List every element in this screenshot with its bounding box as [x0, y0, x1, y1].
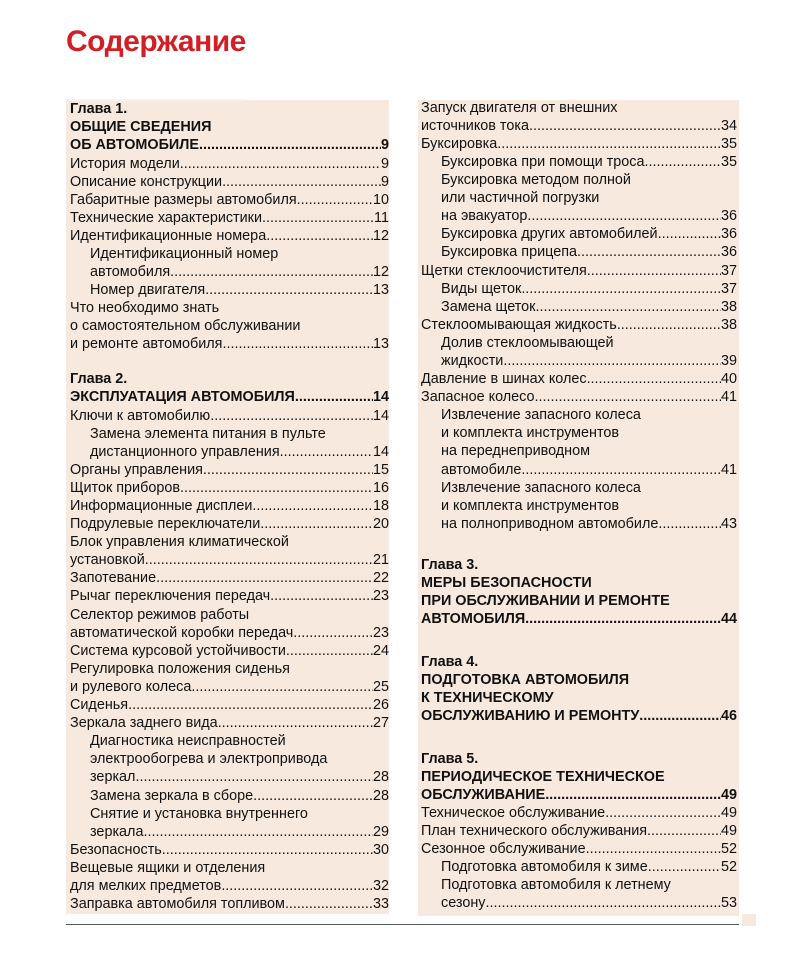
toc-page-number: 14	[372, 444, 389, 460]
toc-page-number: 37	[720, 281, 737, 297]
dot-leader	[647, 822, 721, 840]
toc-entry-title: Стеклоомывающая жидкость	[421, 317, 617, 333]
toc-entry-title: Долив стеклоомывающей	[441, 335, 614, 351]
toc-page-number: 44	[720, 611, 737, 627]
toc-entry	[70, 533, 389, 551]
toc-entry	[441, 171, 737, 189]
dot-leader	[156, 569, 373, 587]
toc-page-number: 14	[372, 389, 389, 405]
toc-entry	[441, 894, 737, 912]
toc-chapter-line	[70, 136, 389, 154]
toc-entry	[441, 207, 737, 225]
toc-entry-title: Глава 5.	[421, 751, 479, 767]
toc-chapter-line	[421, 556, 737, 574]
dot-leader	[586, 840, 721, 858]
toc-entry-title: Подготовка автомобиля к зиме	[441, 859, 648, 875]
toc-entry-title: Глава 3.	[421, 557, 479, 573]
toc-entry-title: на переднеприводном	[441, 443, 591, 459]
toc-entry-title: К ТЕХНИЧЕСКОМУ	[421, 690, 554, 706]
toc-entry	[70, 696, 389, 714]
toc-entry-title: Подготовка автомобиля к летнему	[441, 877, 671, 893]
dot-leader	[521, 280, 721, 298]
dot-leader	[199, 136, 381, 154]
toc-page-number: 28	[372, 769, 389, 785]
toc-entry	[70, 859, 389, 877]
toc-entry	[421, 135, 737, 153]
toc-page-number: 35	[720, 154, 737, 170]
toc-entry-title: Щиток приборов	[70, 480, 180, 496]
toc-page-number: 12	[372, 228, 389, 244]
toc-page-number: 26	[372, 697, 389, 713]
toc-page-number: 21	[372, 552, 389, 568]
toc-entry-title: Система курсовой устойчивости	[70, 643, 286, 659]
toc-page-number: 34	[720, 118, 737, 134]
toc-entry-title: Селектор режимов работы	[70, 607, 250, 623]
toc-entry	[441, 424, 737, 442]
toc-chapter-line	[421, 768, 737, 786]
toc-entry-title: План технического обслуживания	[421, 823, 648, 839]
toc-entry	[70, 877, 389, 895]
toc-entry	[441, 406, 737, 424]
toc-page-number: 23	[372, 625, 389, 641]
toc-chapter-line	[421, 653, 737, 671]
toc-entry	[421, 370, 737, 388]
toc-page-number: 46	[720, 708, 737, 724]
toc-entry-title: ЭКСПЛУАТАЦИЯ АВТОМОБИЛЯ	[70, 389, 295, 405]
toc-entry	[70, 515, 389, 533]
toc-entry-title: ОБ АВТОМОБИЛЕ	[70, 137, 199, 153]
toc-entry	[441, 352, 737, 370]
toc-entry-title: Запотевание	[70, 570, 157, 586]
dot-leader	[210, 407, 373, 425]
toc-chapter-line	[421, 574, 737, 592]
dot-leader	[221, 877, 373, 895]
toc-entry-title: Регулировка положения сиденья	[70, 661, 290, 677]
toc-entry	[70, 299, 389, 317]
toc-entry-title: Давление в шинах колес	[421, 371, 587, 387]
toc-page-number: 39	[720, 353, 737, 369]
dot-leader	[286, 642, 373, 660]
toc-entry-title: Буксировка прицепа	[441, 244, 577, 260]
toc-entry-title: Буксировка	[421, 136, 498, 152]
toc-entry-title: Что необходимо знать	[70, 300, 220, 316]
dot-leader	[644, 153, 721, 171]
toc-entry-title: Блок управления климатической	[70, 534, 289, 550]
toc-page-number: 16	[372, 480, 389, 496]
toc-entry-title: зеркал	[90, 769, 136, 785]
toc-page-number: 9	[380, 137, 389, 153]
toc-entry-title: или частичной погрузки	[441, 190, 600, 206]
toc-entry	[421, 822, 737, 840]
toc-entry-title: Ключи к автомобилю	[70, 408, 211, 424]
toc-entry-title: зеркала	[90, 824, 144, 840]
dot-leader	[205, 281, 373, 299]
dot-leader	[658, 515, 721, 533]
toc-page-number: 13	[372, 282, 389, 298]
dot-leader	[587, 370, 721, 388]
toc-entry	[441, 479, 737, 497]
toc-entry-title: ПОДГОТОВКА АВТОМОБИЛЯ	[421, 672, 630, 688]
toc-page-number: 9	[380, 174, 389, 190]
toc-entry	[421, 117, 737, 135]
dot-leader	[170, 263, 373, 281]
toc-entry-title: Глава 2.	[70, 371, 128, 387]
toc-page-number: 28	[372, 788, 389, 804]
dot-leader	[577, 243, 721, 261]
dot-leader	[218, 714, 373, 732]
dot-leader	[280, 443, 373, 461]
dot-leader	[285, 895, 373, 913]
toc-page-number: 24	[372, 643, 389, 659]
toc-entry	[441, 461, 737, 479]
toc-entry-title: жидкости	[441, 353, 504, 369]
toc-entry	[441, 280, 737, 298]
dot-leader	[535, 388, 721, 406]
toc-entry	[70, 642, 389, 660]
toc-page-number: 43	[720, 516, 737, 532]
toc-entry	[70, 660, 389, 678]
toc-entry	[70, 209, 389, 227]
toc-entry-title: ПРИ ОБСЛУЖИВАНИИ И РЕМОНТЕ	[421, 593, 670, 609]
toc-chapter-line	[70, 370, 389, 388]
toc-page-number: 49	[720, 787, 737, 803]
toc-entry	[70, 461, 389, 479]
toc-chapter-line	[421, 671, 737, 689]
toc-entry-title: Информационные дисплеи	[70, 498, 253, 514]
toc-page-number: 41	[720, 389, 737, 405]
toc-page-number: 29	[372, 824, 389, 840]
toc-entry	[70, 191, 389, 209]
toc-page-number: 37	[720, 263, 737, 279]
toc-page-number: 49	[720, 805, 737, 821]
toc-chapter-line	[421, 707, 737, 725]
toc-entry-title: ПЕРИОДИЧЕСКОЕ ТЕХНИЧЕСКОЕ	[421, 769, 665, 785]
toc-entry-title: Щетки стеклоочистителя	[421, 263, 587, 279]
toc-page-number: 18	[372, 498, 389, 514]
toc-entry-title: сезону	[441, 895, 486, 911]
toc-entry-title: Описание конструкции	[70, 174, 223, 190]
dot-leader	[262, 209, 374, 227]
toc-entry-title: Извлечение запасного колеса	[441, 480, 641, 496]
bottom-rule	[66, 924, 739, 925]
toc-entry	[70, 173, 389, 191]
dot-leader	[587, 262, 721, 280]
toc-entry-title: МЕРЫ БЕЗОПАСНОСТИ	[421, 575, 592, 591]
toc-entry-title: и комплекта инструментов	[441, 498, 620, 514]
toc-entry	[70, 317, 389, 335]
toc-chapter-line	[421, 592, 737, 610]
toc-entry	[70, 678, 389, 696]
dot-leader	[617, 316, 721, 334]
toc-entry-title: автоматической коробки передач	[70, 625, 294, 641]
toc-entry-title: Глава 4.	[421, 654, 479, 670]
dot-leader	[545, 786, 721, 804]
toc-entry	[421, 388, 737, 406]
toc-page-number: 9	[380, 156, 389, 172]
toc-page-number: 35	[720, 136, 737, 152]
toc-entry-title: Сиденья	[70, 697, 129, 713]
toc-entry	[70, 587, 389, 605]
toc-entry	[90, 443, 389, 461]
page-title: Содержание	[66, 25, 246, 58]
toc-page-number: 20	[372, 516, 389, 532]
toc-page-number: 36	[720, 208, 737, 224]
toc-entry-title: Диагностика неисправностей	[90, 733, 286, 749]
toc-chapter-line	[421, 610, 737, 628]
toc-entry-title: на полноприводном автомобиле	[441, 516, 659, 532]
toc-entry	[90, 823, 389, 841]
column-tail	[742, 914, 756, 926]
toc-entry	[441, 876, 737, 894]
dot-leader	[529, 117, 721, 135]
toc-entry	[90, 263, 389, 281]
dot-leader	[135, 768, 373, 786]
toc-entry	[70, 497, 389, 515]
toc-entry-title: История модели	[70, 156, 180, 172]
toc-entry-title: ОБСЛУЖИВАНИЕ	[421, 787, 546, 803]
dot-leader	[605, 804, 721, 822]
toc-entry	[421, 804, 737, 822]
dot-leader	[639, 707, 721, 725]
toc-entry-title: Идентификационный номер	[90, 246, 279, 262]
dot-leader	[497, 135, 721, 153]
toc-entry-title: АВТОМОБИЛЯ	[421, 611, 526, 627]
toc-entry	[441, 497, 737, 515]
toc-entry	[441, 515, 737, 533]
toc-entry	[421, 99, 737, 117]
toc-entry	[70, 479, 389, 497]
toc-page-number: 53	[720, 895, 737, 911]
toc-page-number: 41	[720, 462, 737, 478]
toc-entry	[441, 334, 737, 352]
dot-leader	[648, 858, 721, 876]
toc-entry	[441, 225, 737, 243]
dot-leader	[535, 298, 721, 316]
toc-page-number: 23	[372, 588, 389, 604]
toc-entry	[70, 714, 389, 732]
toc-entry	[90, 425, 389, 443]
toc-entry	[70, 335, 389, 353]
toc-entry	[90, 732, 389, 750]
toc-entry-title: Заправка автомобиля топливом	[70, 896, 285, 912]
toc-entry-title: Буксировка методом полной	[441, 172, 631, 188]
toc-entry-title: и ремонте автомобиля	[70, 336, 223, 352]
toc-chapter-line	[70, 118, 389, 136]
toc-chapter-line	[421, 689, 737, 707]
dot-leader	[521, 461, 721, 479]
toc-entry	[70, 551, 389, 569]
toc-entry-title: ОБСЛУЖИВАНИЮ И РЕМОНТУ	[421, 708, 640, 724]
toc-entry-title: Техническое обслуживание	[421, 805, 606, 821]
toc-entry-title: автомобиля	[90, 264, 171, 280]
toc-page-number: 38	[720, 299, 737, 315]
toc-entry-title: электрообогрева и электропривода	[90, 751, 328, 767]
toc-entry	[441, 153, 737, 171]
toc-entry-title: для мелких предметов	[70, 878, 222, 894]
toc-entry-title: Запасное колесо	[421, 389, 535, 405]
toc-entry	[90, 245, 389, 263]
toc-entry	[90, 805, 389, 823]
dot-leader	[297, 191, 373, 209]
toc-entry-title: Замена зеркала в сборе	[90, 788, 254, 804]
toc-entry-title: установкой	[70, 552, 145, 568]
toc-page-number: 36	[720, 226, 737, 242]
toc-entry	[441, 243, 737, 261]
toc-entry	[441, 298, 737, 316]
toc-entry-title: автомобиле	[441, 462, 522, 478]
toc-entry-title: Вещевые ящики и отделения	[70, 860, 266, 876]
toc-entry-title: Номер двигателя	[90, 282, 206, 298]
toc-entry-title: Замена щеток	[441, 299, 536, 315]
toc-entry	[421, 262, 737, 280]
dot-leader	[145, 551, 373, 569]
toc-entry-title: Рычаг переключения передач	[70, 588, 271, 604]
toc-entry-title: дистанционного управления	[90, 444, 280, 460]
dot-leader	[253, 787, 373, 805]
dot-leader	[180, 479, 373, 497]
toc-entry-title: Снятие и установка внутреннего	[90, 806, 308, 822]
toc-entry	[90, 750, 389, 768]
toc-entry	[441, 442, 737, 460]
toc-entry-title: Технические характеристики	[70, 210, 263, 226]
toc-page-number: 14	[372, 408, 389, 424]
toc-chapter-line	[70, 100, 389, 118]
toc-chapter-line	[421, 786, 737, 804]
dot-leader	[503, 352, 721, 370]
toc-page-number: 30	[372, 842, 389, 858]
toc-entry-title: Буксировка при помощи троса	[441, 154, 645, 170]
toc-entry-title: и комплекта инструментов	[441, 425, 620, 441]
dot-leader	[128, 696, 373, 714]
toc-entry-title: Габаритные размеры автомобиля	[70, 192, 297, 208]
toc-page-number: 52	[720, 841, 737, 857]
toc-entry-title: Извлечение запасного колеса	[441, 407, 641, 423]
toc-entry-title: Зеркала заднего вида	[70, 715, 218, 731]
toc-page-number: 15	[372, 462, 389, 478]
toc-entry	[70, 841, 389, 859]
toc-entry-title: ОБЩИЕ СВЕДЕНИЯ	[70, 119, 212, 135]
toc-page-number: 40	[720, 371, 737, 387]
toc-entry	[90, 281, 389, 299]
toc-entry	[70, 895, 389, 913]
toc-entry	[90, 787, 389, 805]
toc-page-number: 49	[720, 823, 737, 839]
toc-entry-title: источников тока	[421, 118, 529, 134]
toc-entry-title: Идентификационные номера	[70, 228, 267, 244]
dot-leader	[527, 207, 721, 225]
dot-leader	[252, 497, 373, 515]
toc-page-number: 27	[372, 715, 389, 731]
toc-entry-title: Органы управления	[70, 462, 203, 478]
toc-page-number: 25	[372, 679, 389, 695]
dot-leader	[293, 624, 373, 642]
toc-page-number: 10	[372, 192, 389, 208]
dot-leader	[485, 894, 721, 912]
toc-entry	[70, 606, 389, 624]
toc-entry-title: о самостоятельном обслуживании	[70, 318, 301, 334]
toc-page-number: 52	[720, 859, 737, 875]
dot-leader	[191, 678, 373, 696]
toc-chapter-line	[421, 750, 737, 768]
toc-entry	[90, 768, 389, 786]
toc-entry	[421, 840, 737, 858]
toc-page-number: 12	[372, 264, 389, 280]
toc-entry-title: и рулевого колеса	[70, 679, 192, 695]
toc-entry	[70, 624, 389, 642]
dot-leader	[270, 587, 373, 605]
dot-leader	[162, 841, 373, 859]
toc-entry-title: Подрулевые переключатели	[70, 516, 261, 532]
dot-leader	[266, 227, 373, 245]
toc-entry-title: Безопасность	[70, 842, 162, 858]
toc-page-number: 32	[372, 878, 389, 894]
toc-entry-title: Замена элемента питания в пульте	[90, 426, 326, 442]
dot-leader	[180, 155, 381, 173]
toc-entry	[70, 407, 389, 425]
toc-page-number: 13	[372, 336, 389, 352]
toc-page-number: 22	[372, 570, 389, 586]
toc-page-number: 38	[720, 317, 737, 333]
toc-page-number: 33	[372, 896, 389, 912]
toc-chapter-line	[70, 388, 389, 406]
dot-leader	[222, 335, 373, 353]
toc-entry-title: Сезонное обслуживание	[421, 841, 586, 857]
toc-entry-title: Глава 1.	[70, 101, 128, 117]
toc-entry	[421, 316, 737, 334]
toc-page-number: 11	[374, 210, 389, 226]
dot-leader	[222, 173, 381, 191]
toc-entry	[70, 569, 389, 587]
toc-entry	[441, 858, 737, 876]
dot-leader	[143, 823, 373, 841]
toc-entry	[70, 227, 389, 245]
toc-entry	[441, 189, 737, 207]
dot-leader	[260, 515, 373, 533]
toc-entry-title: Виды щеток	[441, 281, 522, 297]
dot-leader	[525, 610, 721, 628]
toc-entry-title: на эвакуатор	[441, 208, 528, 224]
toc-page-number: 36	[720, 244, 737, 260]
dot-leader	[295, 388, 373, 406]
toc-entry-title: Буксировка других автомобилей	[441, 226, 658, 242]
dot-leader	[203, 461, 373, 479]
dot-leader	[658, 225, 721, 243]
toc-entry-title: Запуск двигателя от внешних	[421, 100, 618, 116]
toc-entry	[70, 155, 389, 173]
